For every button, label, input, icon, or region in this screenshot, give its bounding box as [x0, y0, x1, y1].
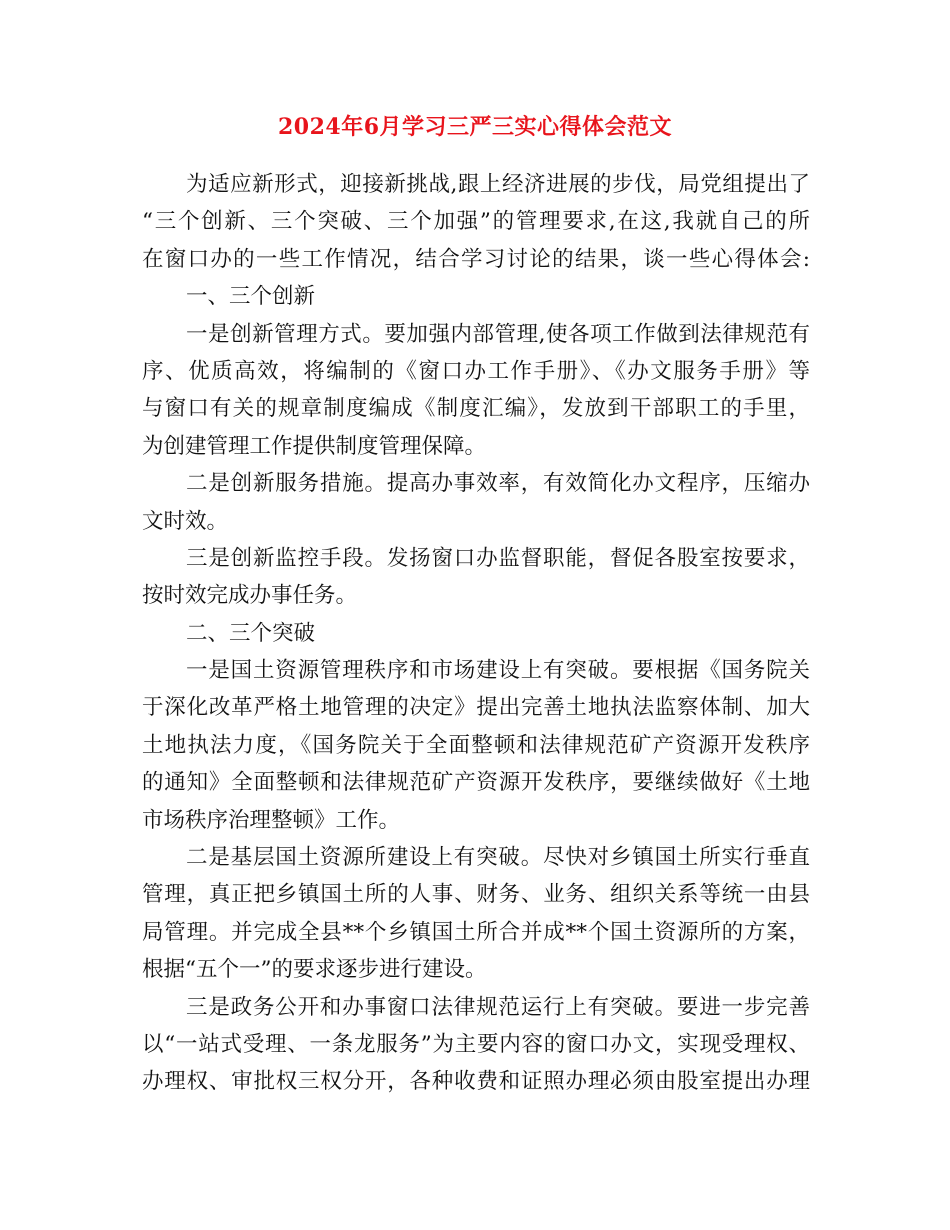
paragraph-line: 一是国土资源管理秩序和市场建设上有突破。要根据《国务院关 — [186, 658, 810, 684]
paragraph-line: 以“一站式受理、一条龙服务”为主要内容的窗口办文，实现受理权、 — [142, 1031, 810, 1057]
paragraph-line: 为创建管理工作提供制度管理保障。 — [142, 433, 487, 459]
paragraph-line: 的通知》全面整顿和法律规范矿产资源开发秩序，要继续做好《土地 — [142, 770, 810, 796]
paragraph-line: 办理权、审批权三权分开，各种收费和证照办理必须由股室提出办理 — [142, 1069, 810, 1095]
paragraph-line: 序、优质高效，将编制的《窗口办工作手册》、《办文服务手册》等 — [142, 358, 810, 384]
paragraph-line: 局管理。并完成全县**个乡镇国土所合并成**个国土资源所的方案， — [142, 919, 810, 945]
paragraph-line: 市场秩序治理整顿》工作。 — [142, 807, 401, 833]
paragraph-line: 三是政务公开和办事窗口法律规范运行上有突破。要进一步完善 — [186, 994, 810, 1020]
document-title: 2024年6月学习三严三实心得体会范文 — [277, 114, 673, 140]
paragraph-line: 土地执法力度，《国务院关于全面整顿和法律规范矿产资源开发秩序 — [142, 732, 810, 758]
paragraph-line: 文时效。 — [142, 508, 229, 534]
paragraph-line: 三是创新监控手段。发扬窗口办监督职能，督促各股室按要求， — [186, 545, 810, 571]
paragraph-line: 为适应新形式，迎接新挑战,跟上经济进展的步伐，局党组提出了 — [186, 172, 810, 197]
paragraph-line: 一是创新管理方式。要加强内部管理,使各项工作做到法律规范有 — [186, 321, 810, 347]
paragraph-line: “三个创新、三个突破、三个加强”的管理要求,在这,我就自己的所 — [142, 209, 810, 235]
paragraph-line: 二是创新服务措施。提高办事效率，有效简化办文程序，压缩办 — [186, 471, 810, 497]
paragraph-line: 二是基层国土资源所建设上有突破。尽快对乡镇国土所实行垂直 — [186, 845, 810, 871]
paragraph-line: 与窗口有关的规章制度编成《制度汇编》，发放到干部职工的手里， — [142, 396, 810, 422]
paragraph-line: 管理，真正把乡镇国土所的人事、财务、业务、组织关系等统一由县 — [142, 882, 810, 908]
section-heading: 一、三个创新 — [186, 284, 316, 310]
document-body — [142, 166, 810, 1101]
paragraph-line: 根据“五个一”的要求逐步进行建设。 — [142, 957, 487, 983]
paragraph-line: 于深化改革严格土地管理的决定》提出完善土地执法监察体制、加大 — [142, 695, 810, 721]
paragraph-line: 在窗口办的一些工作情况，结合学习讨论的结果，谈一些心得体会: — [142, 246, 810, 272]
section-heading: 二、三个突破 — [186, 620, 316, 646]
paragraph-line: 按时效完成办事任务。 — [142, 583, 358, 609]
